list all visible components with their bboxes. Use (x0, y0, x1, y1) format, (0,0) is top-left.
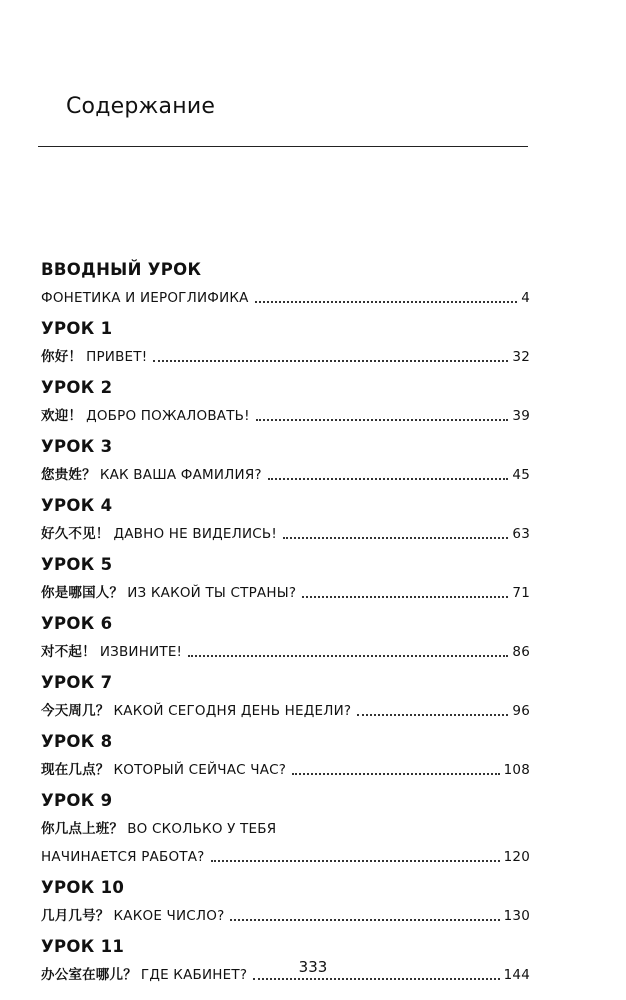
lesson-title-cn: 好久不见！ (41, 526, 110, 542)
lesson-title-ru: КАКОЙ СЕГОДНЯ ДЕНЬ НЕДЕЛИ? (113, 703, 352, 719)
lesson-heading: УРОК 8 (41, 732, 113, 751)
page-ref: 39 (512, 408, 530, 424)
lesson-title-cn: 现在几点？ (41, 762, 110, 778)
toc-lesson-2 (41, 377, 530, 427)
toc-lesson-7 (41, 672, 530, 722)
toc-entry-line1[interactable] (41, 818, 530, 840)
page-ref: 71 (512, 585, 530, 601)
table-of-contents (41, 259, 530, 995)
lesson-heading: УРОК 6 (41, 614, 113, 633)
lesson-heading: УРОК 9 (41, 791, 113, 810)
lesson-title-cn: 您贵姓？ (41, 467, 96, 483)
lesson-title-cn: 办公室在哪儿？ (41, 967, 137, 983)
page-ref: 4 (521, 290, 530, 306)
lesson-title-ru: КОТОРЫЙ СЕЙЧАС ЧАС? (113, 762, 287, 778)
page-ref: 32 (512, 349, 530, 365)
page-ref: 86 (512, 644, 530, 660)
toc-lesson-6 (41, 613, 530, 663)
lesson-title-cn: 几月几号？ (41, 908, 110, 924)
toc-lesson-10 (41, 877, 530, 927)
lesson-title-cn: 欢迎！ (41, 408, 83, 424)
lesson-title-ru: ИЗВИНИТЕ! (99, 644, 183, 660)
toc-lesson-4 (41, 495, 530, 545)
lesson-title-ru: КАКОЕ ЧИСЛО? (113, 908, 225, 924)
dot-leader (153, 360, 508, 362)
toc-entry[interactable] (41, 464, 530, 486)
lesson-heading: УРОК 5 (41, 555, 113, 574)
dot-leader (253, 978, 499, 980)
lesson-heading: УРОК 10 (41, 878, 125, 897)
page-ref: 120 (503, 849, 530, 865)
lesson-title-ru: ИЗ КАКОЙ ТЫ СТРАНЫ? (127, 585, 297, 601)
lesson-heading: УРОК 7 (41, 673, 113, 692)
toc-entry[interactable] (41, 905, 530, 927)
page-ref: 144 (503, 967, 530, 983)
lesson-title-ru: ФОНЕТИКА И ИЕРОГЛИФИКА (41, 290, 249, 306)
dot-leader (283, 537, 508, 539)
toc-entry[interactable] (41, 700, 530, 722)
lesson-title-ru: ДОБРО ПОЖАЛОВАТЬ! (86, 408, 250, 424)
toc-entry-line2[interactable] (41, 846, 530, 868)
lesson-title-cn: 你几点上班？ (41, 821, 124, 837)
toc-lesson-intro (41, 259, 530, 309)
dot-leader (255, 301, 518, 303)
lesson-title-ru: ДАВНО НЕ ВИДЕЛИСЬ! (113, 526, 277, 542)
toc-lesson-8 (41, 731, 530, 781)
toc-lesson-1 (41, 318, 530, 368)
page-title: Содержание (66, 94, 216, 119)
lesson-title-ru: ГДЕ КАБИНЕТ? (140, 967, 248, 983)
dot-leader (357, 714, 508, 716)
page-ref: 96 (512, 703, 530, 719)
dot-leader (230, 919, 499, 921)
lesson-title-cn: 你好！ (41, 349, 83, 365)
toc-entry[interactable] (41, 346, 530, 368)
lesson-heading: УРОК 11 (41, 937, 125, 956)
page-ref: 108 (503, 762, 530, 778)
lesson-title-ru: КАК ВАША ФАМИЛИЯ? (99, 467, 262, 483)
toc-lesson-9 (41, 790, 530, 868)
lesson-heading: УРОК 3 (41, 437, 113, 456)
lesson-title-cn: 对不起！ (41, 644, 96, 660)
dot-leader (302, 596, 508, 598)
toc-entry[interactable] (41, 523, 530, 545)
page-number: 333 (298, 958, 328, 976)
page-ref: 63 (512, 526, 530, 542)
dot-leader (188, 655, 508, 657)
lesson-title-ru: ПРИВЕТ! (86, 349, 148, 365)
lesson-heading: УРОК 4 (41, 496, 113, 515)
lesson-title-cn: 今天周几？ (41, 703, 110, 719)
dot-leader (268, 478, 509, 480)
toc-entry[interactable] (41, 641, 530, 663)
lesson-title-cn: 你是哪国人？ (41, 585, 124, 601)
dot-leader (211, 860, 500, 862)
dot-leader (256, 419, 509, 421)
toc-entry[interactable] (41, 405, 530, 427)
page-ref: 130 (503, 908, 530, 924)
title-divider (38, 146, 528, 147)
lesson-title-ru: ВО СКОЛЬКО У ТЕБЯ (127, 821, 277, 837)
toc-lesson-5 (41, 554, 530, 604)
lesson-heading: ВВОДНЫЙ УРОК (41, 260, 202, 279)
dot-leader (292, 773, 499, 775)
lesson-heading: УРОК 1 (41, 319, 113, 338)
toc-entry[interactable] (41, 582, 530, 604)
lesson-title-ru-continued: НАЧИНАЕТСЯ РАБОТА? (41, 849, 205, 865)
lesson-heading: УРОК 2 (41, 378, 113, 397)
toc-entry[interactable] (41, 287, 530, 309)
toc-lesson-3 (41, 436, 530, 486)
toc-entry[interactable] (41, 759, 530, 781)
page-ref: 45 (512, 467, 530, 483)
